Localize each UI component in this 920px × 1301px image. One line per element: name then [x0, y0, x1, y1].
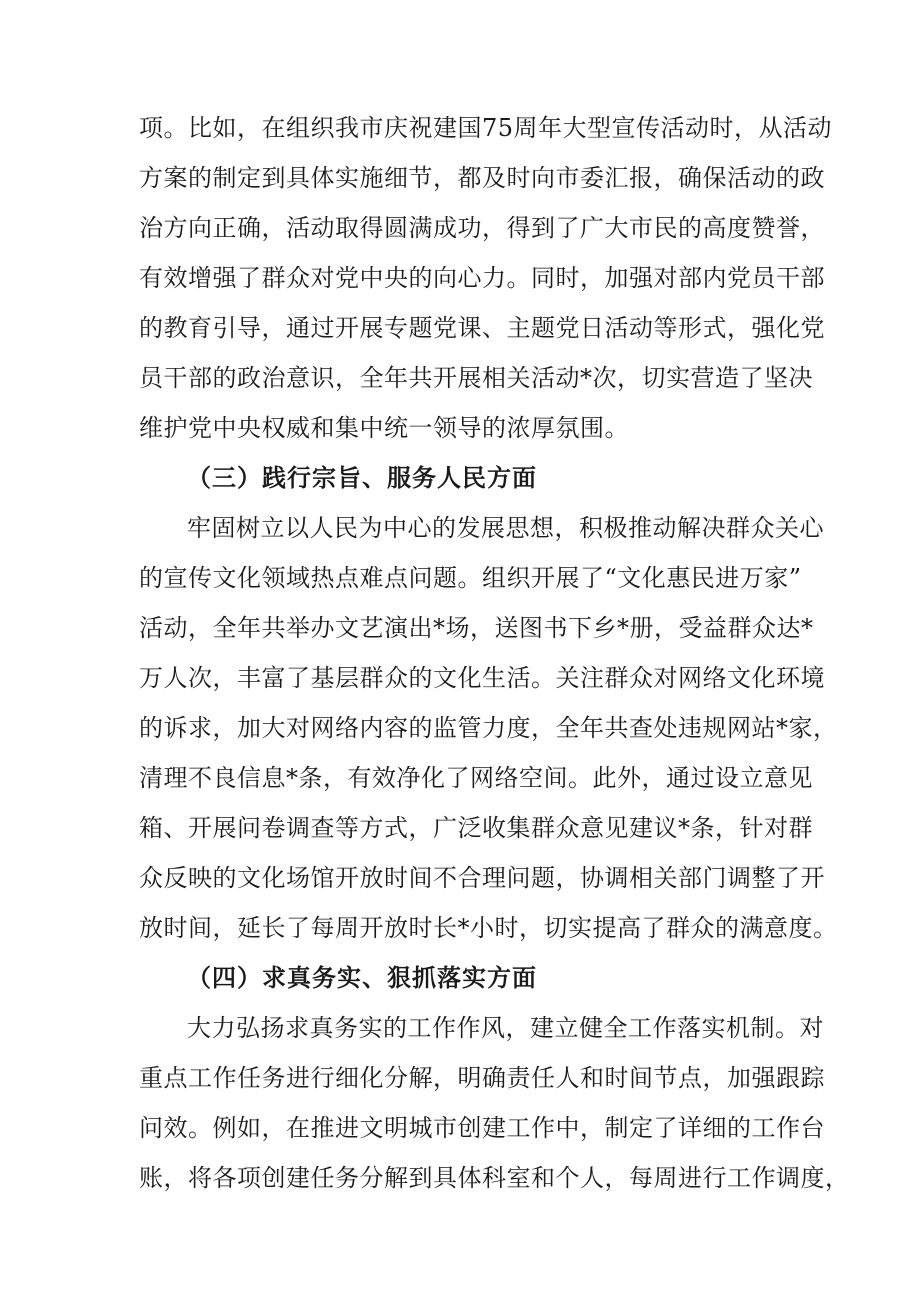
body-text-line: 的宣传文化领域热点难点问题。组织开展了“文化惠民进万家” — [139, 564, 802, 592]
body-text-line: 放时间，延长了每周开放时长*小时，切实提高了群众的满意度。 — [139, 914, 838, 942]
body-text-line: 方案的制定到具体实施细节，都及时向市委汇报，确保活动的政 — [139, 164, 825, 192]
body-text-line: 牢固树立以人民为中心的发展思想，积极推动解决群众关心 — [187, 514, 824, 542]
body-text-line: 大力弘扬求真务实的工作作风，建立健全工作落实机制。对 — [187, 1014, 824, 1042]
body-text-line: 清理不良信息*条，有效净化了网络空间。此外，通过设立意见 — [139, 764, 813, 792]
body-text-line: 众反映的文化场馆开放时间不合理问题，协调相关部门调整了开 — [139, 864, 825, 892]
body-text-line: 箱、开展问卷调查等方式，广泛收集群众意见建议*条，针对群 — [139, 814, 813, 842]
body-text-line: 万人次，丰富了基层群众的文化生活。关注群众对网络文化环境 — [139, 664, 825, 692]
body-text-line: 治方向正确，活动取得圆满成功，得到了广大市民的高度赞誉， — [139, 214, 825, 242]
body-text-line: 维护党中央权威和集中统一领导的浓厚氛围。 — [139, 414, 629, 442]
body-text-line: 的教育引导，通过开展专题党课、主题党日活动等形式，强化党 — [139, 314, 825, 342]
body-text-line: 的诉求，加大对网络内容的监管力度，全年共查处违规网站*家， — [139, 714, 838, 742]
body-text-line: 员干部的政治意识，全年共开展相关活动*次，切实营造了坚决 — [139, 364, 813, 392]
body-text-line: 活动，全年共举办文艺演出*场，送图书下乡*册，受益群众达* — [139, 614, 814, 642]
section-heading: （四）求真务实、狠抓落实方面 — [187, 963, 537, 992]
section-heading: （三）践行宗旨、服务人民方面 — [187, 463, 537, 492]
body-text-line: 重点工作任务进行细化分解，明确责任人和时间节点，加强跟踪 — [139, 1064, 825, 1092]
body-text-line: 项。比如，在组织我市庆祝建国75周年大型宣传活动时，从活动 — [139, 114, 833, 142]
body-text-line: 问效。例如，在推进文明城市创建工作中，制定了详细的工作台 — [139, 1114, 825, 1142]
body-text-line: 有效增强了群众对党中央的向心力。同时，加强对部内党员干部 — [139, 264, 825, 292]
body-text-line: 账，将各项创建任务分解到具体科室和个人，每周进行工作调度， — [139, 1164, 850, 1192]
